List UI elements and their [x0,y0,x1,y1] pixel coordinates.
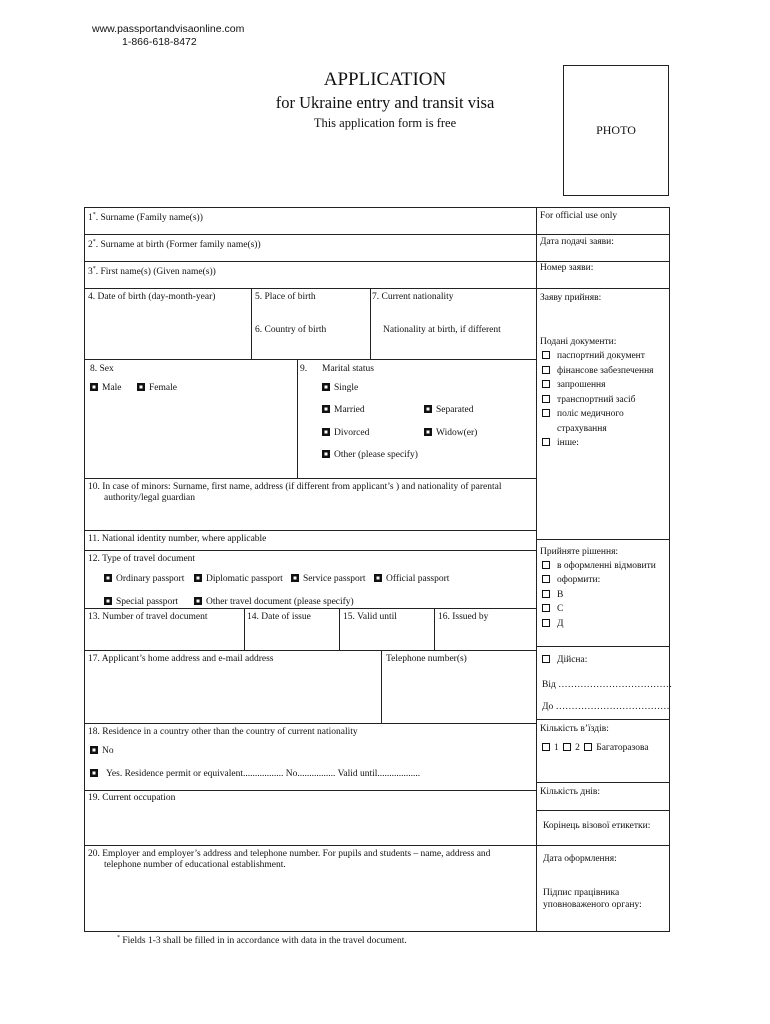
type-b-checkbox[interactable] [542,590,550,598]
field-9-number: 9. [300,364,308,374]
marital-separated-option[interactable] [424,404,473,416]
photo-label: PHOTO [596,123,636,137]
doc-invitation-checkbox[interactable] [542,380,550,388]
field-3-first-name[interactable] [88,266,216,278]
separated-label: Separated [436,405,474,415]
official-valid-to: До ……………………………… [542,702,670,712]
field-8-sex-label: 8. Sex [90,364,114,374]
doc-invitation[interactable] [542,379,606,391]
doc-vehicle-label: транспортний засіб [557,395,636,405]
sex-female-option[interactable] [137,382,177,394]
decision-type-b[interactable] [542,589,563,601]
ordinary-passport-checkbox[interactable] [104,574,112,582]
decision-issue-checkbox[interactable] [542,575,550,583]
other-marital-checkbox[interactable] [322,450,330,458]
doc-vehicle[interactable] [542,394,635,406]
doc-other-label: інше: [557,438,579,448]
page-subtitle: for Ukraine entry and transit visa [275,93,495,112]
other-travel-doc-checkbox[interactable] [194,597,202,605]
doc-other-checkbox[interactable] [542,438,550,446]
field-2-surname-at-birth[interactable] [88,239,261,251]
residence-no-checkbox[interactable] [90,746,98,754]
official-date-submitted: Дата подачі заяви: [540,237,614,247]
ordinary-passport-label: Ordinary passport [116,574,185,584]
divorced-checkbox[interactable] [322,428,330,436]
doc-insurance-line2: страхування [557,424,607,434]
field-6-country-of-birth[interactable]: 6. Country of birth [255,325,327,335]
female-label: Female [149,383,177,393]
single-checkbox[interactable] [322,383,330,391]
type-c-label: C [557,604,564,614]
valid-checkbox[interactable] [542,655,550,663]
field-3-label: . First name(s) (Given name(s)) [95,267,216,277]
doc-insurance-checkbox[interactable] [542,409,550,417]
diplomatic-passport-label: Diplomatic passport [206,574,283,584]
field-19-occupation[interactable]: 19. Current occupation [88,793,176,803]
field-1-asterisk: * [92,212,96,218]
official-docs-title: Подані документи: [540,337,617,347]
field-10-line2: authority/legal guardian [104,493,196,503]
field-2-label: . Surname at birth (Former family name(s)) [95,240,261,250]
single-label: Single [334,383,359,393]
entry-1-label: 1 [554,743,559,753]
other-travel-doc-option[interactable] [194,596,354,608]
male-label: Male [102,383,122,393]
entry-2-label: 2 [575,743,580,753]
field-7-current-nationality[interactable]: 7. Current nationality [372,292,454,302]
official-sticker-stub: Корінець візової етикетки: [543,821,651,831]
entry-multi-label: Багаторазова [596,743,649,753]
divorced-label: Divorced [334,428,370,438]
residence-yes-checkbox[interactable] [90,769,98,777]
doc-financial-label: фінансове забезпечення [557,366,654,376]
decision-refuse-label: в оформленні відмовити [557,561,656,571]
website-url[interactable]: www.passportandvisaonline.com [92,23,245,35]
decision-issue[interactable] [542,574,600,586]
residence-no-option[interactable] [90,745,114,757]
field-2-asterisk: * [92,239,96,245]
residence-yes-label: Yes. Residence permit or equivalent................. No................ Valid until.................. [106,769,421,779]
doc-insurance[interactable] [542,408,624,420]
field-18-residence: 18. Residence in a country other than the country of current nationality [88,727,358,737]
type-d-checkbox[interactable] [542,619,550,627]
decision-refuse-checkbox[interactable] [542,561,550,569]
entry-2-checkbox[interactable] [563,743,571,751]
official-signature-line2: уповноваженого органу: [543,900,642,910]
field-3-number: 3 [88,267,93,277]
marital-other-option[interactable] [322,449,418,461]
official-issue-date: Дата оформлення: [543,854,617,864]
free-note: This application form is free [313,116,457,130]
official-passport-option[interactable] [374,573,449,585]
field-7-nationality-at-birth[interactable]: Nationality at birth, if different [383,325,501,335]
doc-financial[interactable] [542,365,654,377]
doc-passport-label: паспортний документ [557,351,645,361]
footnote [117,935,407,947]
field-11-national-id[interactable]: 11. National identity number, where applicable [88,534,267,544]
field-13-doc-number[interactable]: 13. Number of travel document [88,612,208,622]
official-passport-checkbox[interactable] [374,574,382,582]
photo-box [563,65,669,196]
phone-number: 1-866-618-8472 [122,36,197,48]
service-passport-label: Service passport [303,574,366,584]
special-passport-checkbox[interactable] [104,597,112,605]
footnote-text: Fields 1-3 shall be filled in in accordance with data in the travel document. [122,936,407,946]
doc-invitation-label: запрошення [557,380,606,390]
page-title: APPLICATION [323,69,447,90]
residence-yes-option[interactable] [90,768,420,780]
doc-financial-checkbox[interactable] [542,366,550,374]
official-use-title: For official use only [540,211,618,221]
doc-insurance-label: поліс медичного [557,409,624,419]
entry-1-checkbox[interactable] [542,743,550,751]
type-c-checkbox[interactable] [542,604,550,612]
official-valid-from: Від ……………………………… [542,680,673,690]
entry-multi-checkbox[interactable] [584,743,592,751]
field-17-telephone[interactable]: Telephone number(s) [386,654,467,664]
field-9-marital-status-label: Marital status [322,364,374,374]
official-entries-title: Кількість в’їздів: [540,724,609,734]
field-1-label: . Surname (Family name(s)) [95,213,203,223]
field-14-date-of-issue[interactable]: 14. Date of issue [247,612,311,622]
type-b-label: B [557,590,564,600]
valid-label: Дійсна: [557,655,588,665]
ordinary-passport-option[interactable] [104,573,184,585]
special-passport-label: Special passport [116,597,179,607]
field-4-date-of-birth[interactable]: 4. Date of birth (day-month-year) [88,292,216,302]
official-app-number: Номер заяви: [540,263,594,273]
widow-label: Widow(er) [436,428,478,438]
official-signature-line1: Підпис працівника [543,888,620,898]
field-15-valid-until[interactable]: 15. Valid until [343,612,397,622]
service-passport-checkbox[interactable] [291,574,299,582]
marital-married-option[interactable] [322,404,365,416]
official-column-divider [536,207,537,932]
diplomatic-passport-checkbox[interactable] [194,574,202,582]
marital-divorced-option[interactable] [322,427,369,439]
field-12-travel-doc-type: 12. Type of travel document [88,554,196,564]
separated-checkbox[interactable] [424,405,432,413]
diplomatic-passport-option[interactable] [194,573,283,585]
official-entries-options[interactable] [542,742,649,754]
type-d-label: Д [557,619,564,629]
special-passport-option[interactable] [104,596,178,608]
field-1-number: 1 [88,213,93,223]
field-2-number: 2 [88,240,93,250]
male-checkbox[interactable] [90,383,98,391]
field-5-place-of-birth[interactable]: 5. Place of birth [255,292,316,302]
decision-issue-label: оформити: [557,575,601,585]
widow-checkbox[interactable] [424,428,432,436]
doc-vehicle-checkbox[interactable] [542,395,550,403]
field-1-surname[interactable] [88,212,203,224]
decision-type-d[interactable] [542,618,563,630]
official-passport-label: Official passport [386,574,450,584]
decision-type-c[interactable] [542,603,563,615]
field-10-line1[interactable]: 10. In case of minors: Surname, first name, address (if different from applicant’s ) and nationality of parental [88,482,502,492]
other-marital-label: Other (please specify) [334,450,418,460]
married-checkbox[interactable] [322,405,330,413]
doc-passport[interactable] [542,350,645,362]
official-days: Кількість днів: [540,787,601,797]
other-travel-doc-label: Other travel document (please specify) [206,597,354,607]
field-20-employer-line1[interactable]: 20. Employer and employer’s address and telephone number. For pupils and students – name, address and [88,849,491,859]
marital-widow-option[interactable] [424,427,477,439]
field-16-issued-by[interactable]: 16. Issued by [438,612,489,622]
footnote-asterisk: * [117,935,120,941]
residence-no-label: No [102,746,114,756]
married-label: Married [334,405,365,415]
service-passport-option[interactable] [291,573,366,585]
doc-other[interactable] [542,437,579,449]
decision-refuse[interactable] [542,560,656,572]
doc-passport-checkbox[interactable] [542,351,550,359]
female-checkbox[interactable] [137,383,145,391]
official-decision-title: Прийняте рішення: [540,547,619,557]
sex-male-option[interactable] [90,382,122,394]
field-20-employer-line2: telephone number of educational establishment. [104,860,286,870]
field-3-asterisk: * [92,266,96,272]
field-17-home-address[interactable]: 17. Applicant’s home address and e-mail address [88,654,274,664]
marital-single-option[interactable] [322,382,358,394]
official-valid[interactable] [542,654,587,666]
official-accepted-by: Заяву прийняв: [540,293,602,303]
